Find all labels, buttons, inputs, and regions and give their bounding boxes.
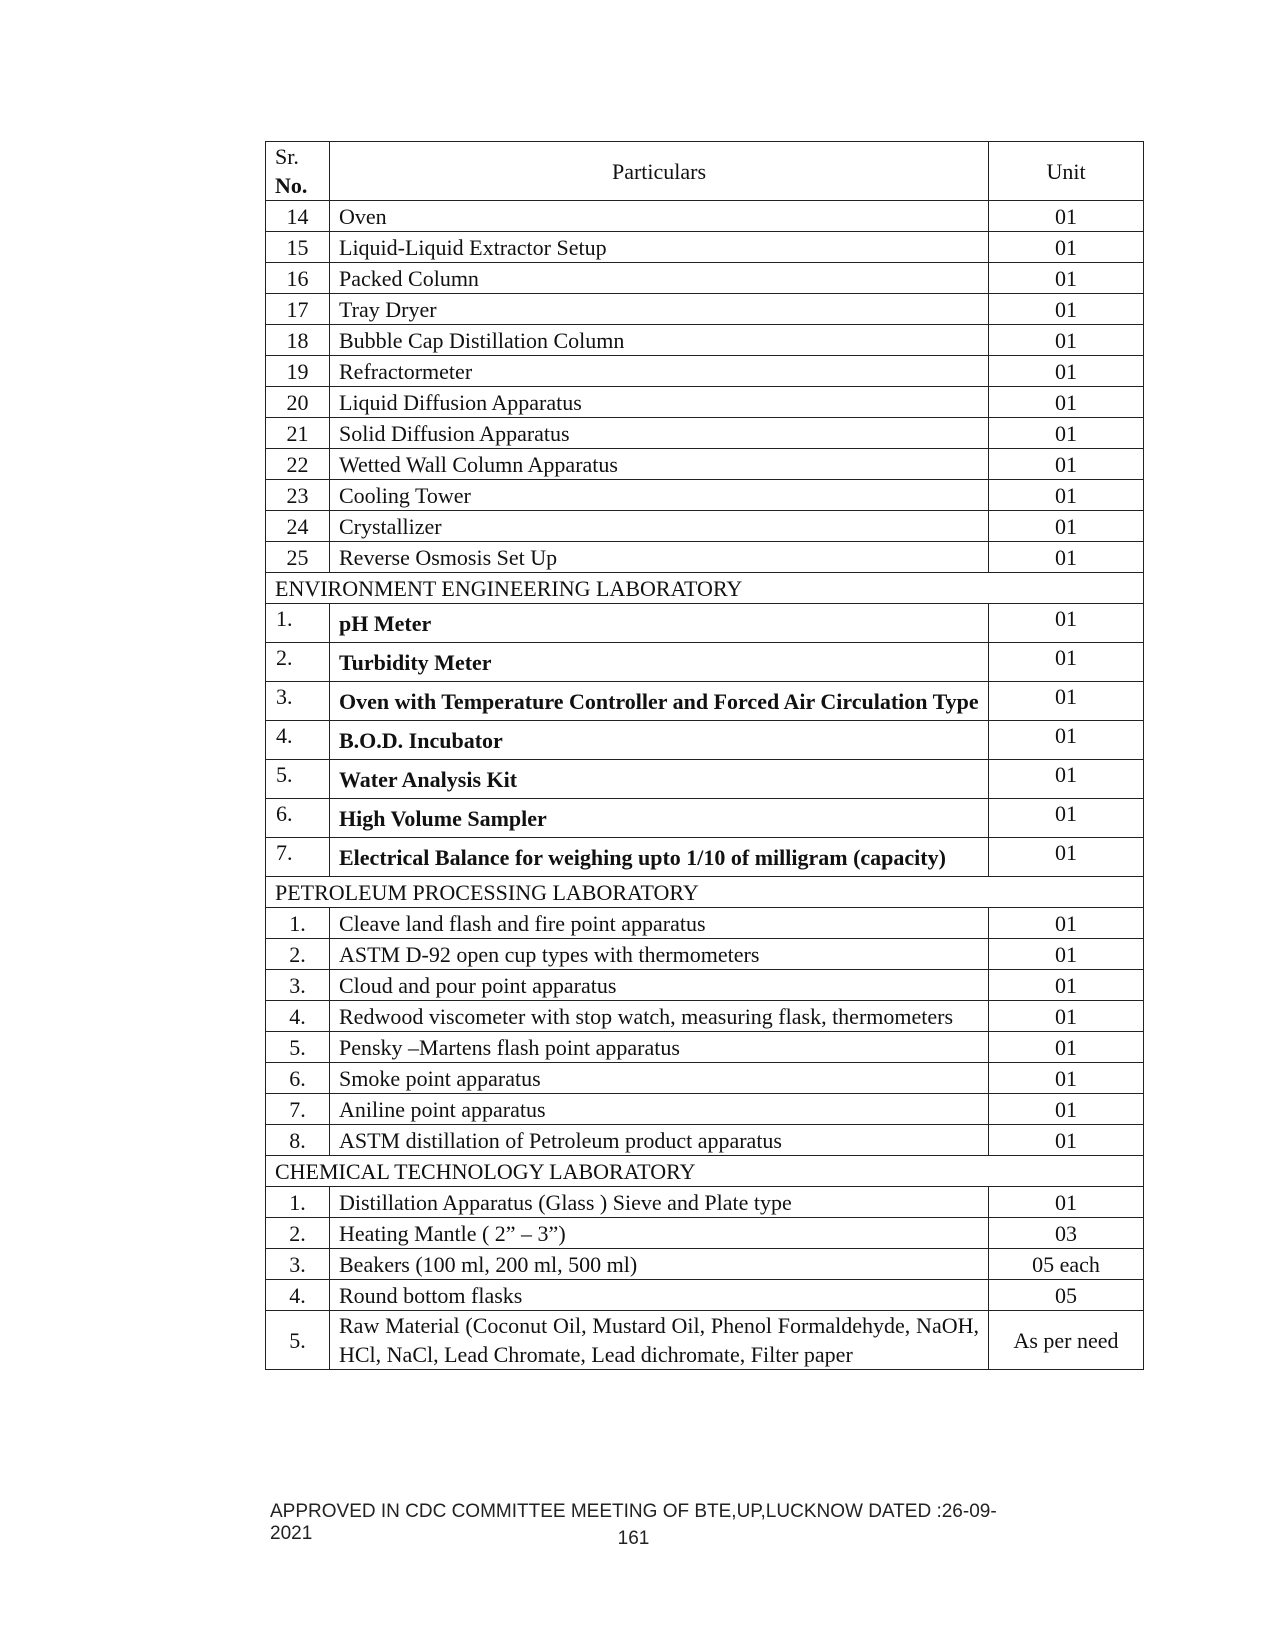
particulars-cell: Crystallizer xyxy=(330,511,989,542)
unit-cell: 01 xyxy=(989,232,1144,263)
particulars-cell: Raw Material (Coconut Oil, Mustard Oil, Phenol Formaldehyde, NaOH, HCl, NaCl, Lead Chromate, Lead dichromate, Filter paper xyxy=(330,1311,989,1370)
unit-cell: 01 xyxy=(989,418,1144,449)
sr-cell: 4. xyxy=(266,1280,330,1311)
sr-cell: 3. xyxy=(266,682,330,721)
particulars-cell: Aniline point apparatus xyxy=(330,1094,989,1125)
particulars-cell: Cleave land flash and fire point apparatus xyxy=(330,908,989,939)
particulars-cell: Wetted Wall Column Apparatus xyxy=(330,449,989,480)
particulars-cell: Smoke point apparatus xyxy=(330,1063,989,1094)
table-row xyxy=(266,232,1144,263)
particulars-cell: Tray Dryer xyxy=(330,294,989,325)
section-row-petroleum xyxy=(266,877,1144,908)
particulars-cell: Water Analysis Kit xyxy=(330,760,989,799)
table-row xyxy=(266,1311,1144,1370)
table-row xyxy=(266,643,1144,682)
sr-cell: 5. xyxy=(266,1032,330,1063)
table-row xyxy=(266,418,1144,449)
sr-cell: 8. xyxy=(266,1125,330,1156)
sr-cell: 3. xyxy=(266,970,330,1001)
particulars-cell: Heating Mantle ( 2” – 3”) xyxy=(330,1218,989,1249)
unit-cell: 01 xyxy=(989,908,1144,939)
table-row xyxy=(266,356,1144,387)
sr-cell: 1. xyxy=(266,604,330,643)
unit-cell: 01 xyxy=(989,1001,1144,1032)
header-sr-no xyxy=(266,142,330,201)
unit-cell: 01 xyxy=(989,201,1144,232)
particulars-cell: Oven with Temperature Controller and Forced Air Circulation Type xyxy=(330,682,989,721)
unit-cell: 01 xyxy=(989,263,1144,294)
table-row xyxy=(266,1125,1144,1156)
unit-cell: 01 xyxy=(989,682,1144,721)
sr-cell: 19 xyxy=(266,356,330,387)
unit-cell: 01 xyxy=(989,799,1144,838)
table-row xyxy=(266,263,1144,294)
sr-cell: 18 xyxy=(266,325,330,356)
particulars-cell: Liquid Diffusion Apparatus xyxy=(330,387,989,418)
unit-cell: 01 xyxy=(989,325,1144,356)
sr-cell: 21 xyxy=(266,418,330,449)
table-row xyxy=(266,1063,1144,1094)
table-row xyxy=(266,294,1144,325)
section-heading: PETROLEUM PROCESSING LABORATORY xyxy=(266,877,1144,908)
sr-cell: 14 xyxy=(266,201,330,232)
particulars-cell: B.O.D. Incubator xyxy=(330,721,989,760)
section-heading: ENVIRONMENT ENGINEERING LABORATORY xyxy=(266,573,1144,604)
table-row xyxy=(266,604,1144,643)
header-sr-line2: No. xyxy=(275,173,308,198)
sr-cell: 2. xyxy=(266,939,330,970)
particulars-cell: Cooling Tower xyxy=(330,480,989,511)
unit-cell: 01 xyxy=(989,1187,1144,1218)
table-row xyxy=(266,1032,1144,1063)
particulars-cell: High Volume Sampler xyxy=(330,799,989,838)
sr-cell: 7. xyxy=(266,1094,330,1125)
header-particulars: Particulars xyxy=(330,142,989,201)
section-heading: CHEMICAL TECHNOLOGY LABORATORY xyxy=(266,1156,1144,1187)
sr-cell: 23 xyxy=(266,480,330,511)
unit-cell: 01 xyxy=(989,1032,1144,1063)
header-sr-line1: Sr. xyxy=(275,144,299,169)
table-row xyxy=(266,908,1144,939)
table-row xyxy=(266,542,1144,573)
sr-cell: 17 xyxy=(266,294,330,325)
sr-cell: 4. xyxy=(266,1001,330,1032)
sr-cell: 5. xyxy=(266,760,330,799)
table-row xyxy=(266,760,1144,799)
particulars-cell: Distillation Apparatus (Glass ) Sieve and Plate type xyxy=(330,1187,989,1218)
particulars-cell: Cloud and pour point apparatus xyxy=(330,970,989,1001)
table-row xyxy=(266,1280,1144,1311)
table-row xyxy=(266,838,1144,877)
equipment-table xyxy=(265,141,1144,1370)
table-row xyxy=(266,480,1144,511)
table-row xyxy=(266,1218,1144,1249)
table-row xyxy=(266,799,1144,838)
section-row-chemical xyxy=(266,1156,1144,1187)
unit-cell: 01 xyxy=(989,1063,1144,1094)
particulars-cell: Packed Column xyxy=(330,263,989,294)
unit-cell: 05 xyxy=(989,1280,1144,1311)
particulars-cell: Bubble Cap Distillation Column xyxy=(330,325,989,356)
table-row xyxy=(266,1001,1144,1032)
table-row xyxy=(266,721,1144,760)
unit-cell: 01 xyxy=(989,294,1144,325)
unit-cell: 01 xyxy=(989,721,1144,760)
particulars-cell: ASTM distillation of Petroleum product apparatus xyxy=(330,1125,989,1156)
unit-cell: 03 xyxy=(989,1218,1144,1249)
sr-cell: 15 xyxy=(266,232,330,263)
sr-cell: 22 xyxy=(266,449,330,480)
unit-cell: 01 xyxy=(989,511,1144,542)
sr-cell: 25 xyxy=(266,542,330,573)
sr-cell: 4. xyxy=(266,721,330,760)
particulars-cell: Redwood viscometer with stop watch, measuring flask, thermometers xyxy=(330,1001,989,1032)
particulars-cell: Electrical Balance for weighing upto 1/10 of milligram (capacity) xyxy=(330,838,989,877)
sr-cell: 1. xyxy=(266,908,330,939)
table-row xyxy=(266,511,1144,542)
sr-cell: 16 xyxy=(266,263,330,294)
sr-cell: 6. xyxy=(266,1063,330,1094)
particulars-cell: Oven xyxy=(330,201,989,232)
particulars-cell: Beakers (100 ml, 200 ml, 500 ml) xyxy=(330,1249,989,1280)
header-unit: Unit xyxy=(989,142,1144,201)
table-row xyxy=(266,970,1144,1001)
unit-cell: 01 xyxy=(989,480,1144,511)
sr-cell: 20 xyxy=(266,387,330,418)
sr-cell: 3. xyxy=(266,1249,330,1280)
unit-cell: 01 xyxy=(989,542,1144,573)
particulars-cell: Solid Diffusion Apparatus xyxy=(330,418,989,449)
unit-cell: As per need xyxy=(989,1311,1144,1370)
particulars-cell: pH Meter xyxy=(330,604,989,643)
sr-cell: 2. xyxy=(266,1218,330,1249)
sr-cell: 6. xyxy=(266,799,330,838)
unit-cell: 01 xyxy=(989,387,1144,418)
unit-cell: 01 xyxy=(989,939,1144,970)
unit-cell: 01 xyxy=(989,1094,1144,1125)
table-row xyxy=(266,1249,1144,1280)
sr-cell: 24 xyxy=(266,511,330,542)
particulars-cell: Pensky –Martens flash point apparatus xyxy=(330,1032,989,1063)
page-number: 161 xyxy=(617,1528,650,1549)
table-row xyxy=(266,325,1144,356)
table-row xyxy=(266,1187,1144,1218)
particulars-cell: Reverse Osmosis Set Up xyxy=(330,542,989,573)
unit-cell: 01 xyxy=(989,356,1144,387)
sr-cell: 7. xyxy=(266,838,330,877)
approval-note: APPROVED IN CDC COMMITTEE MEETING OF BTE,UP,LUCKNOW DATED :26-09-2021 xyxy=(270,1501,997,1544)
unit-cell: 01 xyxy=(989,449,1144,480)
particulars-cell: ASTM D-92 open cup types with thermometers xyxy=(330,939,989,970)
table-row xyxy=(266,1094,1144,1125)
table-row xyxy=(266,449,1144,480)
unit-cell: 01 xyxy=(989,760,1144,799)
table-header-row xyxy=(266,142,1144,201)
particulars-cell: Round bottom flasks xyxy=(330,1280,989,1311)
sr-cell: 1. xyxy=(266,1187,330,1218)
table-row xyxy=(266,939,1144,970)
unit-cell: 01 xyxy=(989,970,1144,1001)
particulars-cell: Liquid-Liquid Extractor Setup xyxy=(330,232,989,263)
table-row xyxy=(266,682,1144,721)
table-row xyxy=(266,387,1144,418)
unit-cell: 01 xyxy=(989,604,1144,643)
particulars-cell: Turbidity Meter xyxy=(330,643,989,682)
unit-cell: 01 xyxy=(989,838,1144,877)
unit-cell: 05 each xyxy=(989,1249,1144,1280)
section-row-environment xyxy=(266,573,1144,604)
particulars-cell: Refractormeter xyxy=(330,356,989,387)
unit-cell: 01 xyxy=(989,643,1144,682)
table-row xyxy=(266,201,1144,232)
sr-cell: 2. xyxy=(266,643,330,682)
unit-cell: 01 xyxy=(989,1125,1144,1156)
sr-cell: 5. xyxy=(266,1311,330,1370)
